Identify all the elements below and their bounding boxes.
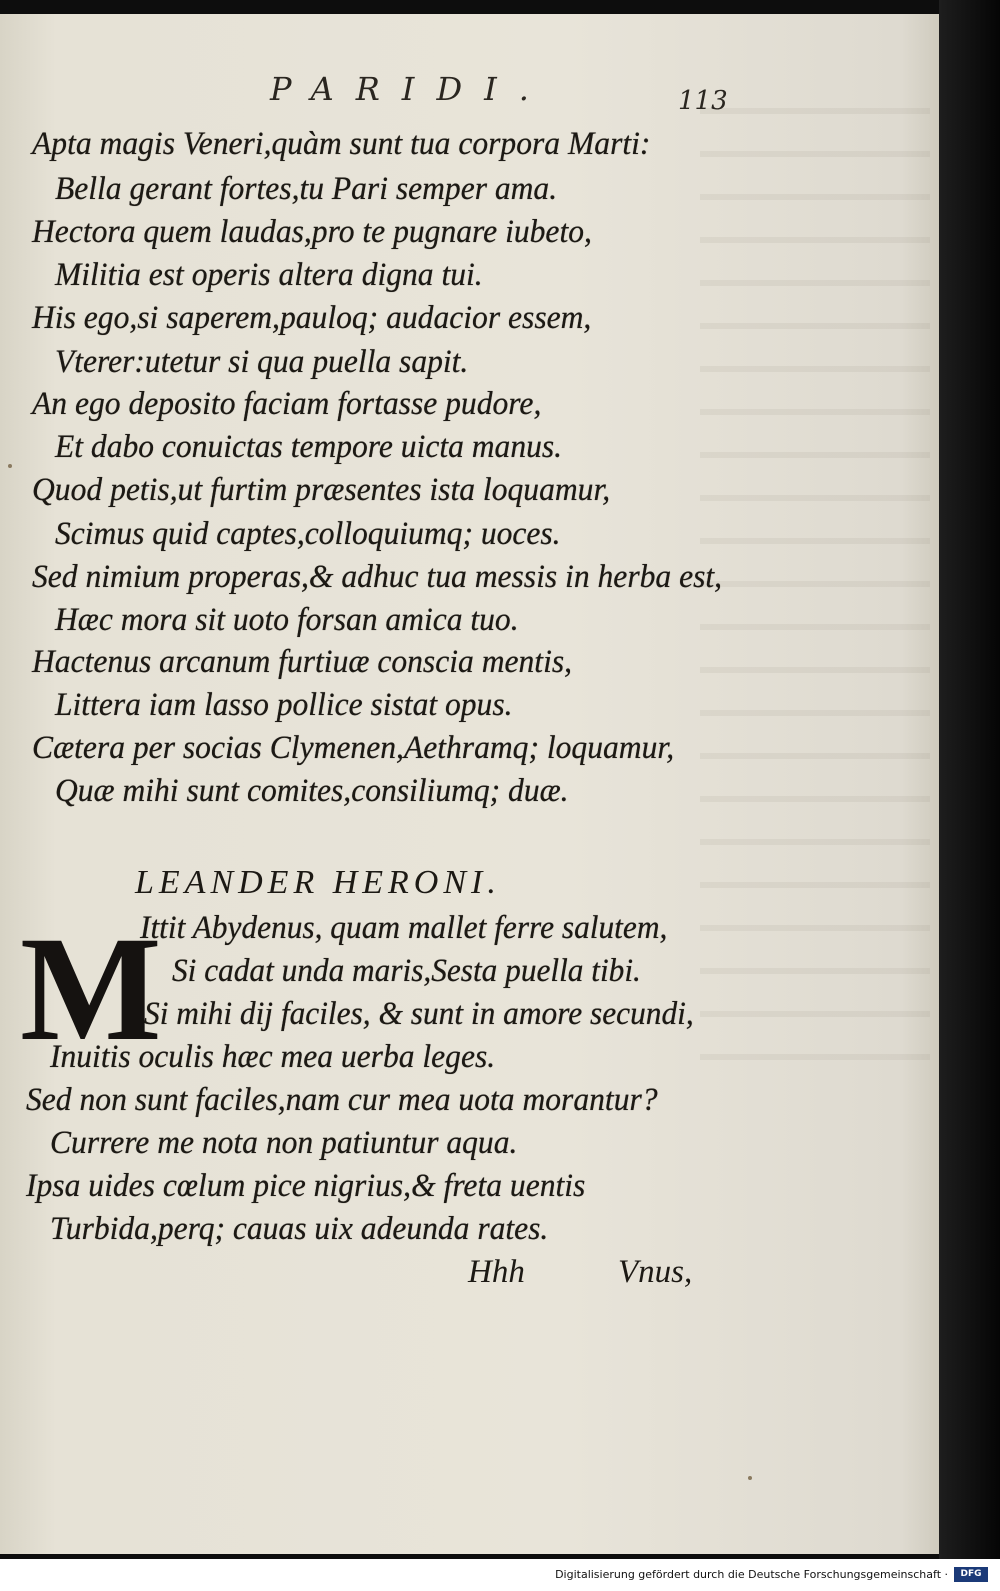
verse-line: Et dabo conuictas tempore uicta manus. xyxy=(55,429,563,465)
drop-cap-initial: M xyxy=(20,906,162,1072)
verse-line: Hactenus arcanum furtiuæ conscia mentis, xyxy=(32,644,573,680)
verse-line: Ittit Abydenus, quam mallet ferre salutem, xyxy=(140,910,668,946)
verse-line: Si cadat unda maris,Sesta puella tibi. xyxy=(172,953,641,989)
verse-line: Scimus quid captes,colloquiumq; uoces. xyxy=(55,516,561,552)
verse-line: Turbida,perq; cauas uix adeunda rates. xyxy=(50,1211,549,1247)
verse-line: Militia est operis altera digna tui. xyxy=(55,257,483,293)
dfg-logo: DFG xyxy=(954,1567,988,1582)
verse-line: Cætera per socias Clymenen,Aethramq; loquamur, xyxy=(32,730,675,766)
verse-line: Bella gerant fortes,tu Pari semper ama. xyxy=(55,171,558,207)
paper-spot xyxy=(8,464,12,468)
funding-credit: Digitalisierung gefördert durch die Deutsche Forschungsgemeinschaft · xyxy=(555,1568,948,1581)
verse-line: Hectora quem laudas,pro te pugnare iubeto, xyxy=(32,214,592,250)
running-head: PARIDI. xyxy=(270,70,551,108)
verse-line: Quæ mihi sunt comites,consiliumq; duæ. xyxy=(55,773,569,809)
verse-line: Littera iam lasso pollice sistat opus. xyxy=(55,687,513,723)
verse-line: Sed non sunt faciles,nam cur mea uota morantur? xyxy=(26,1082,658,1118)
book-page xyxy=(0,14,939,1554)
paper-spot xyxy=(748,1476,752,1480)
verse-line: Quod petis,ut furtim præsentes ista loquamur, xyxy=(32,472,611,508)
verse-line: Sed nimium properas,& adhuc tua messis in herba est, xyxy=(32,559,723,595)
verse-line: Inuitis oculis hæc mea uerba leges. xyxy=(50,1039,496,1075)
catchword: Vnus, xyxy=(618,1254,693,1290)
page-number: 113 xyxy=(678,86,728,116)
digitization-footer xyxy=(0,1559,1000,1591)
signature-mark: Hhh xyxy=(468,1254,525,1290)
verse-line: Vterer:utetur si qua puella sapit. xyxy=(55,344,469,380)
verse-line: Si mihi dij faciles, & sunt in amore secundi, xyxy=(144,996,694,1032)
verse-line: An ego deposito faciam fortasse pudore, xyxy=(32,386,542,422)
verse-line: Ipsa uides cœlum pice nigrius,& freta uentis xyxy=(26,1168,586,1204)
section-heading: LEANDER HERONI. xyxy=(135,864,501,901)
verse-line: His ego,si saperem,pauloq; audacior essem, xyxy=(32,300,592,336)
verse-line: Hæc mora sit uoto forsan amica tuo. xyxy=(55,602,519,638)
scan-background xyxy=(939,0,1000,1560)
verse-line: Currere me nota non patiuntur aqua. xyxy=(50,1125,518,1161)
verse-line: Apta magis Veneri,quàm sunt tua corpora Marti: xyxy=(32,126,651,162)
